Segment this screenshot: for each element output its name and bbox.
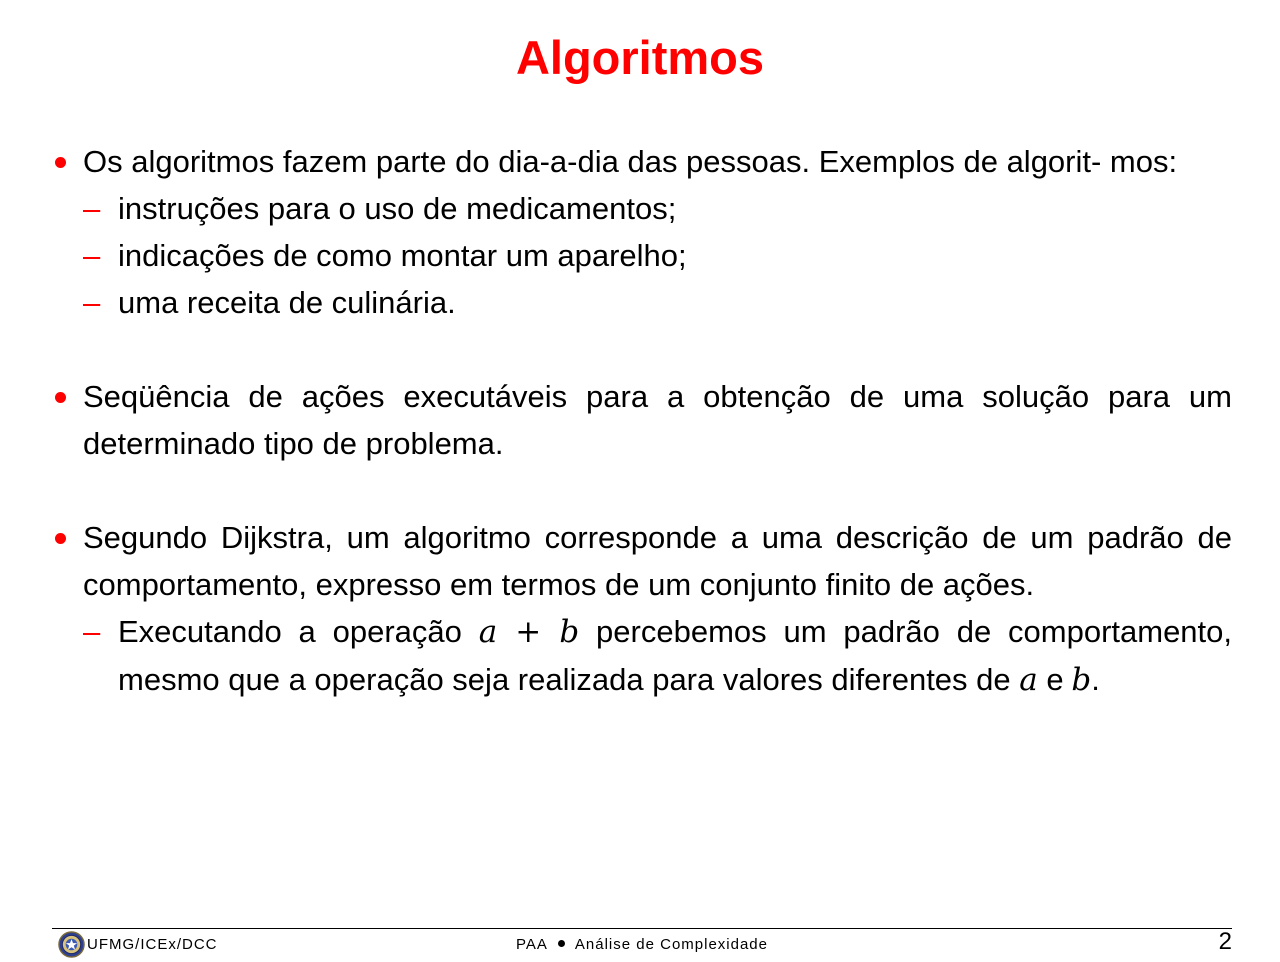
footer-course-code: PAA	[515, 936, 548, 953]
sub-item-text: uma receita de culinária.	[118, 285, 456, 320]
slide-footer	[52, 930, 1232, 962]
dash-icon: –	[83, 238, 101, 273]
sub-item-text-before: Executando a operação	[118, 614, 462, 649]
sentence-end: .	[1091, 662, 1100, 697]
dash-icon: –	[83, 191, 101, 226]
footer-institution: UFMG/ICEx/DCC	[87, 936, 218, 953]
list-item	[52, 373, 1232, 467]
math-variable-b: b	[1071, 662, 1092, 698]
footer-course	[52, 936, 1232, 953]
sub-item-text: instruções para o uso de medicamentos;	[118, 191, 677, 226]
footer-rule	[52, 928, 1232, 929]
math-expression-a-plus-b: a + b	[478, 614, 580, 650]
sub-list-item	[83, 232, 1232, 279]
separator-dot-icon	[558, 940, 565, 947]
slide-content	[52, 138, 1232, 704]
page-number: 2	[1218, 928, 1232, 955]
sub-item-text-middle: percebemos um padrão de comportamento, mesmo que a operação seja realizada para valores diferentes de	[118, 614, 1233, 697]
bullet-icon	[55, 533, 66, 544]
sub-item-text: indicações de como montar um aparelho;	[118, 238, 687, 273]
item-text: Os algoritmos fazem parte do dia-a-dia das pessoas. Exemplos de algorit- mos:	[83, 144, 1178, 179]
slide-title: Algoritmos	[515, 31, 765, 84]
sub-list-item	[83, 279, 1232, 326]
dash-icon: –	[83, 614, 101, 649]
footer-course-topic: Análise de Complexidade	[574, 936, 768, 953]
list-item	[52, 138, 1232, 326]
sub-list-item	[83, 608, 1232, 704]
list-item	[52, 514, 1232, 704]
bullet-icon	[55, 157, 66, 168]
item-text: Segundo Dijkstra, um algoritmo corresponde a uma descrição de um padrão de comportamento, expresso em termos de um conjunto finito de ações.	[83, 520, 1232, 602]
math-variable-a: a	[1019, 662, 1038, 698]
sub-list-item	[83, 185, 1232, 232]
dash-icon: –	[83, 285, 101, 320]
item-text: Seqüência de ações executáveis para a obtenção de uma solução para um determinado tipo de problema.	[83, 379, 1232, 461]
bullet-icon	[55, 392, 66, 403]
conjunction-text: e	[1046, 662, 1064, 697]
